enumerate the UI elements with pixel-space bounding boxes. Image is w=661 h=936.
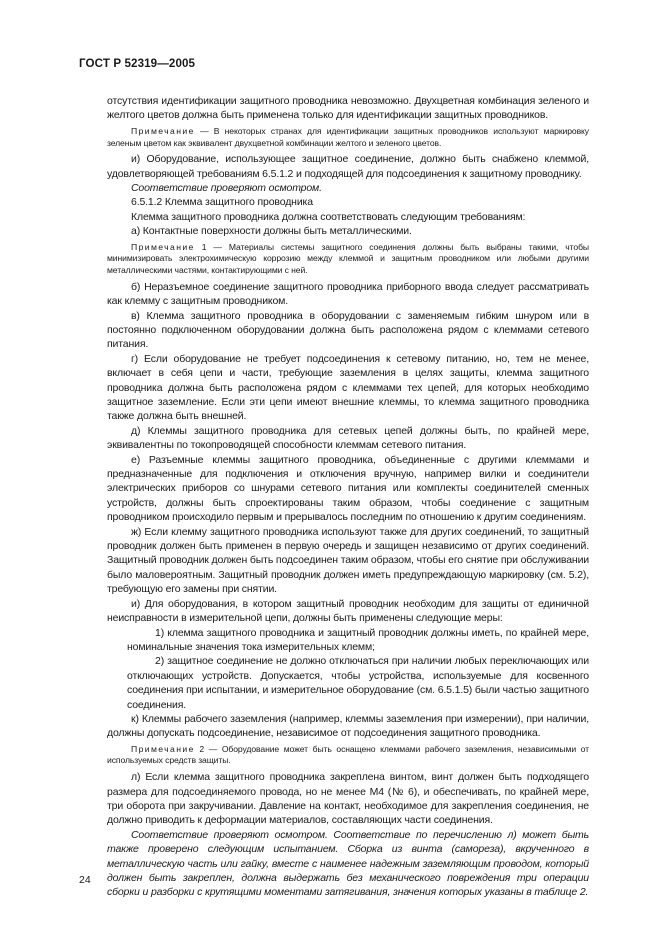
body-paragraph: к) Клеммы рабочего заземления (например, клеммы заземления при измерении), при наличии, должны допускать подсоединение, независимое от подсоединения защитного проводника. [107, 712, 589, 740]
note-text: 2 — Оборудование может быть оснащено клеммами рабочего заземления, независимыми от используемых средств защиты. [107, 743, 589, 766]
body-paragraph: г) Если оборудование не требует подсоединения к сетевому питанию, но, тем не менее, включает в себя цепи и части, требующие заземления в целях защиты, клемма защитного проводника должна быть расположена рядом с клеммами тех цепей, для которых необходимо защитное заземление. Если эти цепи имеют внешние клеммы, то клемма защитного проводника также должна быть внешней. [107, 352, 589, 423]
body-paragraph: д) Клеммы защитного проводника для сетевых цепей должны быть, по крайней мере, эквивалентны по токопроводящей способности клеммам сетевого питания. [107, 424, 589, 452]
body-paragraph: ж) Если клемму защитного проводника используют также для других соединений, то защитный проводник должен быть применен в первую очередь и защищен независимо от других соединений. Защитный проводник должен быть подсоединен таким образом, чтобы его снятие при обслуживании было маловероятным. Защитный проводник должен иметь предупреждающую маркировку (см. 5.2), требующую его замены при снятии. [107, 525, 589, 596]
page-number: 24 [79, 874, 91, 886]
note-text: — В некоторых странах для идентификации защитных проводников используют маркировку зеленым цветом как эквивалент двухцветной комбинации желтого и зеленого цветов. [107, 125, 589, 148]
note-paragraph [107, 242, 589, 277]
note-label: Примечание [131, 241, 195, 252]
note-label: Примечание [131, 743, 195, 754]
compliance-paragraph: Соответствие проверяют осмотром. [131, 182, 322, 195]
note-paragraph [107, 744, 589, 767]
body-paragraph: б) Неразъемное соединение защитного проводника приборного ввода следует рассматривать как клемму с защитным проводником. [107, 280, 589, 308]
body-paragraph: 6.5.1.2 Клемма защитного проводника [131, 196, 313, 209]
body-paragraph: л) Если клемма защитного проводника закреплена винтом, винт должен быть подходящего размера для подсоединяемого провода, но не менее М4 (№ 6), и обеспечивать, по крайней мере, три оборота при закручивании. Давление на контакт, необходимое для закрепления соединения, не должно приводить к деформации материалов, составляющих части соединения. [107, 771, 589, 827]
document-header: ГОСТ Р 52319—2005 [79, 57, 196, 70]
body-paragraph: отсутствия идентификации защитного проводника невозможно. Двухцветная комбинация зеленого и желтого цветов должна быть применена только для идентификации защитных проводников. [107, 95, 589, 122]
body-paragraph: Клемма защитного проводника должна соответствовать следующим требованиям: [131, 210, 526, 223]
document-body [107, 94, 589, 900]
body-paragraph: в) Клемма защитного проводника в оборудовании с заменяемым гибким шнуром или в постоянно подключенном оборудовании должна быть расположена рядом с клеммами сетевого питания. [107, 309, 589, 351]
note-paragraph [107, 126, 589, 149]
body-paragraph: е) Разъемные клеммы защитного проводника, объединенные с другими клеммами и предназначенные для подключения и отключения вручную, например вилки и соединители электрических приборов со шнурами сетевого питания или комплекты соединителей сменных устройств, должны быть спроектированы таким образом, чтобы соединение с защитным проводником происходило первым и прерывалось последним по отношению к другим соединениям. [107, 453, 589, 524]
body-paragraph: и) Для оборудования, в котором защитный проводник необходим для защиты от единичной неисправности в измерительной цепи, должны быть применены следующие меры: [107, 597, 589, 625]
sub-item-paragraph: 1) клемма защитного проводника и защитный проводник должны иметь, по крайней мере, номинальные значения тока измерительных клемм; [127, 626, 589, 653]
sub-item-paragraph: 2) защитное соединение не должно отключаться при наличии любых переключающих или отключающих устройств. Допускается, чтобы устройства, используемые для косвенного соединения при испытании, и измерительное оборудование (см. 6.5.1.5) были частью защитного соединения. [127, 655, 589, 711]
note-text: 1 — Материалы системы защитного соединения должны быть выбраны такими, чтобы минимизировать электрохимическую коррозию между клеммой и защитным проводником или любыми другими металлическими частями, контактирующими с ней. [107, 241, 589, 276]
body-paragraph: а) Контактные поверхности должны быть металлическими. [131, 225, 412, 238]
note-label: Примечание [131, 125, 195, 136]
compliance-paragraph: Соответствие проверяют осмотром. Соответствие по перечислению л) может быть также проверено следующим испытанием. Сборка из винта (самореза), вкрученного в металлическую часть или гайку, вместе с наименее надежным заземляющим проводом, который должен быть закреплен, должна выдержать без механического повреждения три операции сборки и разборки с крутящими моментами затягивания, значения которых указаны в таблице 2. [107, 828, 589, 899]
body-paragraph: и) Оборудование, использующее защитное соединение, должно быть снабжено клеммой, удовлетворяющей требованиям 6.5.1.2 и подходящей для подсоединения к защитному проводнику. [107, 153, 589, 180]
